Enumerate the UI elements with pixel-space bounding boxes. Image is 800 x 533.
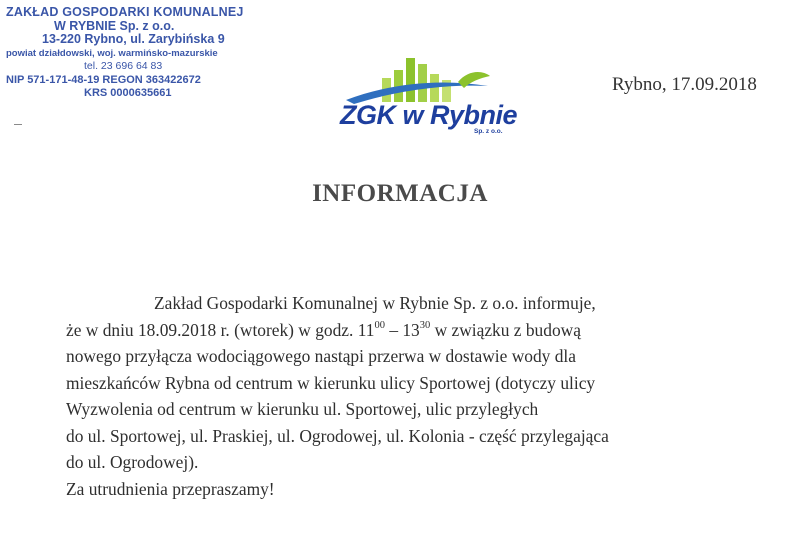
stamp-company-name: ZAKŁAD GOSPODARKI KOMUNALNEJ [6,5,244,19]
logo-buildings-icon [318,56,528,106]
body-line-5: Wyzwolenia od centrum w kierunku ul. Sportowej, ulic przyległych [66,399,539,419]
stamp-krs: KRS 0000635661 [84,87,172,99]
body-line-3: nowego przyłącza wodociągowego nastąpi przerwa w dostawie wody dla [66,346,576,366]
stamp-address: 13-220 Rybno, ul. Zarybińska 9 [42,32,225,46]
notice-body [66,290,786,502]
document-title: INFORMACJA [312,180,488,207]
body-line-1: Zakład Gospodarki Komunalnej w Rybnie Sp. z o.o. informuje, [154,293,596,313]
body-line-2 [66,317,786,344]
stamp-region: powiat działdowski, woj. warmińsko-mazurskie [6,47,218,59]
stamp-nip-regon: NIP 571-171-48-19 REGON 363422672 [6,73,201,86]
stamp-phone: tel. 23 696 64 83 [84,60,163,72]
body-line-2-mid: – 13 [384,319,420,340]
time-end-minutes: 30 [419,319,431,331]
company-stamp [6,6,268,101]
place-and-date: Rybno, 17.09.2018 [612,74,757,95]
stamp-company-form: W RYBNIE Sp. z o.o. [54,18,175,33]
body-line-2-end: w związku z budową [430,319,581,340]
body-line-6: do ul. Sportowej, ul. Praskiej, ul. Ogrodowej, ul. Kolonia - część przylegająca [66,425,609,446]
scan-mark [14,124,22,125]
time-start-minutes: 00 [374,319,385,331]
logo-wordmark: ZGK w Rybnie [340,100,518,130]
logo-subtitle: Sp. z o.o. [474,128,503,135]
body-line-2-start: że w dniu 18.09.2018 r. (wtorek) w godz. 11 [66,319,375,340]
closing-line: Za utrudnienia przepraszamy! [66,478,275,499]
body-line-7: do ul. Ogrodowej). [66,452,199,472]
company-logo [318,56,528,142]
body-line-4: mieszkańców Rybna od centrum w kierunku ulicy Sportowej (dotyczy ulicy [66,372,596,393]
